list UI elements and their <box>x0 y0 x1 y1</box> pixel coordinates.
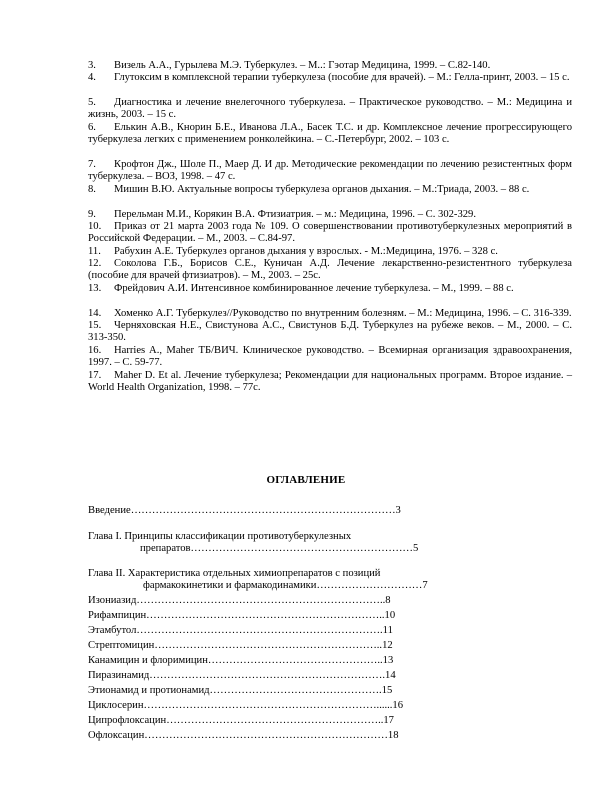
reference-item <box>88 209 572 221</box>
reference-text: Черняховская Н.Е., Свистунова А.С., Свистунов Б.Д. Туберкулез на рубеже веков. – М., 2000. – С. 313-350. <box>88 320 572 344</box>
toc-entry-isoniazid: Изониазид……………………………………………………………..8 <box>88 595 391 606</box>
toc-entry-pyrazinamide: Пиразинамид………………………………………………………….14 <box>88 670 396 681</box>
reference-text: Визель А.А., Гурылева М.Э. Туберкулез. – М..: Гэотар Медицина, 1999. – С.82-140. <box>114 60 491 71</box>
reference-item <box>88 184 572 196</box>
reference-number: 16. <box>88 345 102 356</box>
toc-entry-kanamycin: Канамицин и флоримицин…………………………………………..13 <box>88 655 394 666</box>
reference-text: Фрейдович А.И. Интенсивное комбинированное лечение туберкулеза. – М., 1999. – 88 с. <box>114 283 514 294</box>
reference-number: 15. <box>88 320 102 331</box>
reference-item <box>88 221 572 246</box>
toc-entry-ethionamide: Этионамид и протионамид………………………………………….15 <box>88 685 393 696</box>
reference-number: 14. <box>88 308 102 319</box>
reference-number: 11. <box>88 246 101 257</box>
reference-number: 5. <box>88 97 96 108</box>
reference-text: Крофтон Дж., Шоле П., Маер Д. И др. Методические рекомендации по лечению резистентных форм туберкулеза. – ВОЗ, 1998. – 47 с. <box>88 159 572 183</box>
reference-text: Хоменко А.Г. Туберкулез//Руководство по внутренним болезням. – М.: Медицина, 1996. – С. 316-339. <box>114 308 572 319</box>
reference-item <box>88 320 572 345</box>
toc-entry-introduction: Введение…………………………………………………………………3 <box>88 505 401 516</box>
reference-item <box>88 60 572 72</box>
reference-number: 4. <box>88 72 96 83</box>
reference-item <box>88 308 572 320</box>
toc-entry-chapter2-cont: фармакокинетики и фармакодинамики…………………………7 <box>143 580 428 591</box>
reference-item <box>88 122 572 147</box>
toc-entry-chapter1: Глава I. Принципы классификации противотуберкулезных <box>88 531 352 542</box>
reference-number: 13. <box>88 283 102 294</box>
reference-item <box>88 159 572 184</box>
reference-number: 9. <box>88 209 96 220</box>
reference-number: 8. <box>88 184 96 195</box>
reference-text: Приказ от 21 марта 2003 года № 109. О совершенствовании противотуберкулезных мероприятий в Российской Федерации. – М., 2003. – С.84-97. <box>88 221 572 245</box>
reference-item <box>88 370 572 395</box>
reference-text: Перельман М.И., Корякин В.А. Фтизиатрия. – м.: Медицина, 1996. – С. 302-329. <box>114 209 476 220</box>
reference-text: Мишин В.Ю. Актуальные вопросы туберкулеза органов дыхания. – М.:Триада, 2003. – 88 с. <box>114 184 530 195</box>
reference-number: 6. <box>88 122 96 133</box>
toc-entry-chapter2: Глава II. Характеристика отдельных химиопрепаратов с позиций <box>88 568 381 579</box>
reference-number: 3. <box>88 60 96 71</box>
reference-text: Глутоксим в комплексной терапии туберкулеза (пособие для врачей). – М.: Гелла-принт, 2003. – 15 с. <box>114 72 570 83</box>
toc-heading: ОГЛАВЛЕНИЕ <box>266 474 346 486</box>
toc-entry-ethambutol: Этамбутол…………………………………………………………….11 <box>88 625 393 636</box>
toc-entry-rifampicin: Рифампицин…………………………………………………………..10 <box>88 610 396 621</box>
reference-item <box>88 72 572 84</box>
reference-number: 12. <box>88 258 102 269</box>
reference-text: Рабухин А.Е. Туберкулез органов дыхания у взрослых. - М.:Медицина, 1976. – 328 с. <box>114 246 498 257</box>
reference-number: 10. <box>88 221 102 232</box>
reference-text: Harries A., Maher ТБ/ВИЧ. Клиническое руководство. – Всемирная организация здравоохранения, 1997. – С. 59-77. <box>88 345 572 369</box>
reference-text: Диагностика и лечение внелегочного туберкулеза. – Практическое руководство. – М.: Медицина и жизнь, 2003. – 15 с. <box>88 97 572 121</box>
reference-item <box>88 97 572 122</box>
reference-text: Maher D. Et al. Лечение туберкулеза; Рекомендации для национальных программ. Второе издание. – World Health Organization, 1998. – 77с. <box>88 370 572 394</box>
reference-item <box>88 246 572 258</box>
toc-entry-streptomycin: Стрептомицин………………………………………………………..12 <box>88 640 393 651</box>
reference-text: Соколова Г.Б., Борисов С.Е., Куничан А.Д. Лечение лекарственно-резистентного туберкулеза (пособие для врачей фтизиатров). – М., 2003. – 25с. <box>88 258 572 282</box>
reference-item <box>88 258 572 283</box>
reference-number: 17. <box>88 370 102 381</box>
toc-entry-cycloserine: Циклосерин…………………………………………………………......16 <box>88 700 404 711</box>
reference-text: Елькин А.В., Кнорин Б.Е., Иванова Л.А., Басек Т.С. и др. Комплексное лечение прогрессирующего туберкулеза легких с применением ронколейкина. – С.-Петербург, 2002. – 103 с. <box>88 122 572 146</box>
reference-item <box>88 283 572 295</box>
toc-entry-chapter1-cont: препаратов………………………………………………………5 <box>140 543 419 554</box>
reference-item <box>88 345 572 370</box>
toc-entry-ofloxacin: Офлоксацин……………………………………………………………18 <box>88 730 399 741</box>
toc-entry-ciprofloxacin: Ципрофлоксацин……………………………………………………..17 <box>88 715 394 726</box>
reference-number: 7. <box>88 159 96 170</box>
